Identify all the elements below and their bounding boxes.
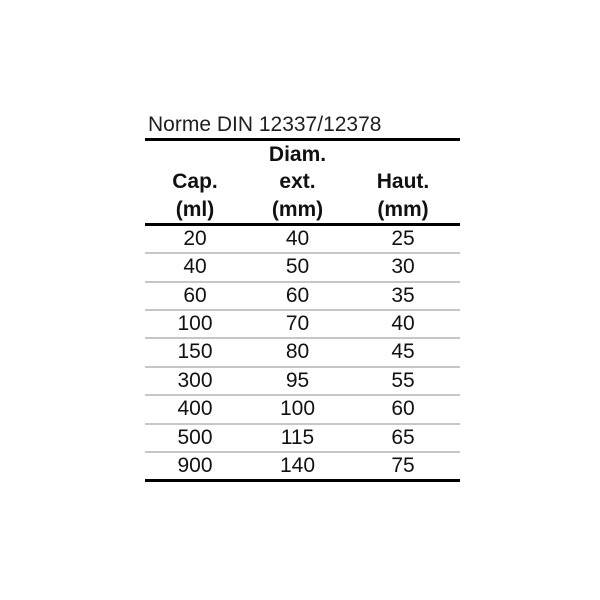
table-header-row [145,196,460,223]
table-cell: 20 [183,226,207,250]
table-cell: 140 [279,454,316,478]
table-cell: 60 [391,397,415,421]
table-row [145,337,460,365]
table-row [145,366,460,394]
header-cell: ext. [279,170,316,194]
table-row [145,252,460,280]
table-cell: 75 [391,454,415,478]
header-cell: (ml) [175,197,215,221]
table-cell: 80 [285,340,310,364]
table-cell: 25 [391,226,415,250]
table-cell: 35 [391,283,415,307]
table-title: Norme DIN 12337/12378 [148,113,382,136]
table-cell: 30 [391,255,415,279]
table-header [145,141,460,223]
table-cell: 95 [285,368,310,392]
header-cell: Haut. [376,170,430,194]
table-cell: 40 [285,226,310,250]
header-cell: Diam. [268,143,327,166]
table-cell: 40 [183,255,207,279]
table-row [145,309,460,337]
table-cell: 400 [177,397,213,421]
table-cell: 60 [285,283,310,307]
din-spec-table [145,112,460,482]
header-cell [145,141,245,168]
table-cell: 100 [279,397,316,421]
table-header-row [145,168,460,195]
table-cell: 100 [177,312,213,336]
table-cell: 40 [391,312,415,336]
table-cell: 115 [280,425,315,449]
header-cell [350,141,456,168]
table-rule-bottom [145,479,460,482]
table-cell: 900 [177,454,213,478]
header-cell: (mm) [377,197,429,221]
table-row [145,281,460,309]
table-row [145,451,460,479]
table-cell: 55 [391,368,415,392]
table-cell: 150 [177,340,213,364]
table-row [145,394,460,422]
table-cell: 65 [391,425,415,449]
table-cell: 45 [391,340,415,364]
table-cell: 300 [177,368,213,392]
table-cell: 500 [177,425,213,449]
table-cell: 70 [285,312,310,336]
table-cell: 60 [183,283,207,307]
header-cell: Cap. [172,170,218,194]
table-row [145,423,460,451]
table-cell: 50 [285,255,310,279]
table-body [145,226,460,480]
table-header-row [145,141,460,168]
table-row [145,226,460,252]
header-cell: (mm) [271,197,324,221]
